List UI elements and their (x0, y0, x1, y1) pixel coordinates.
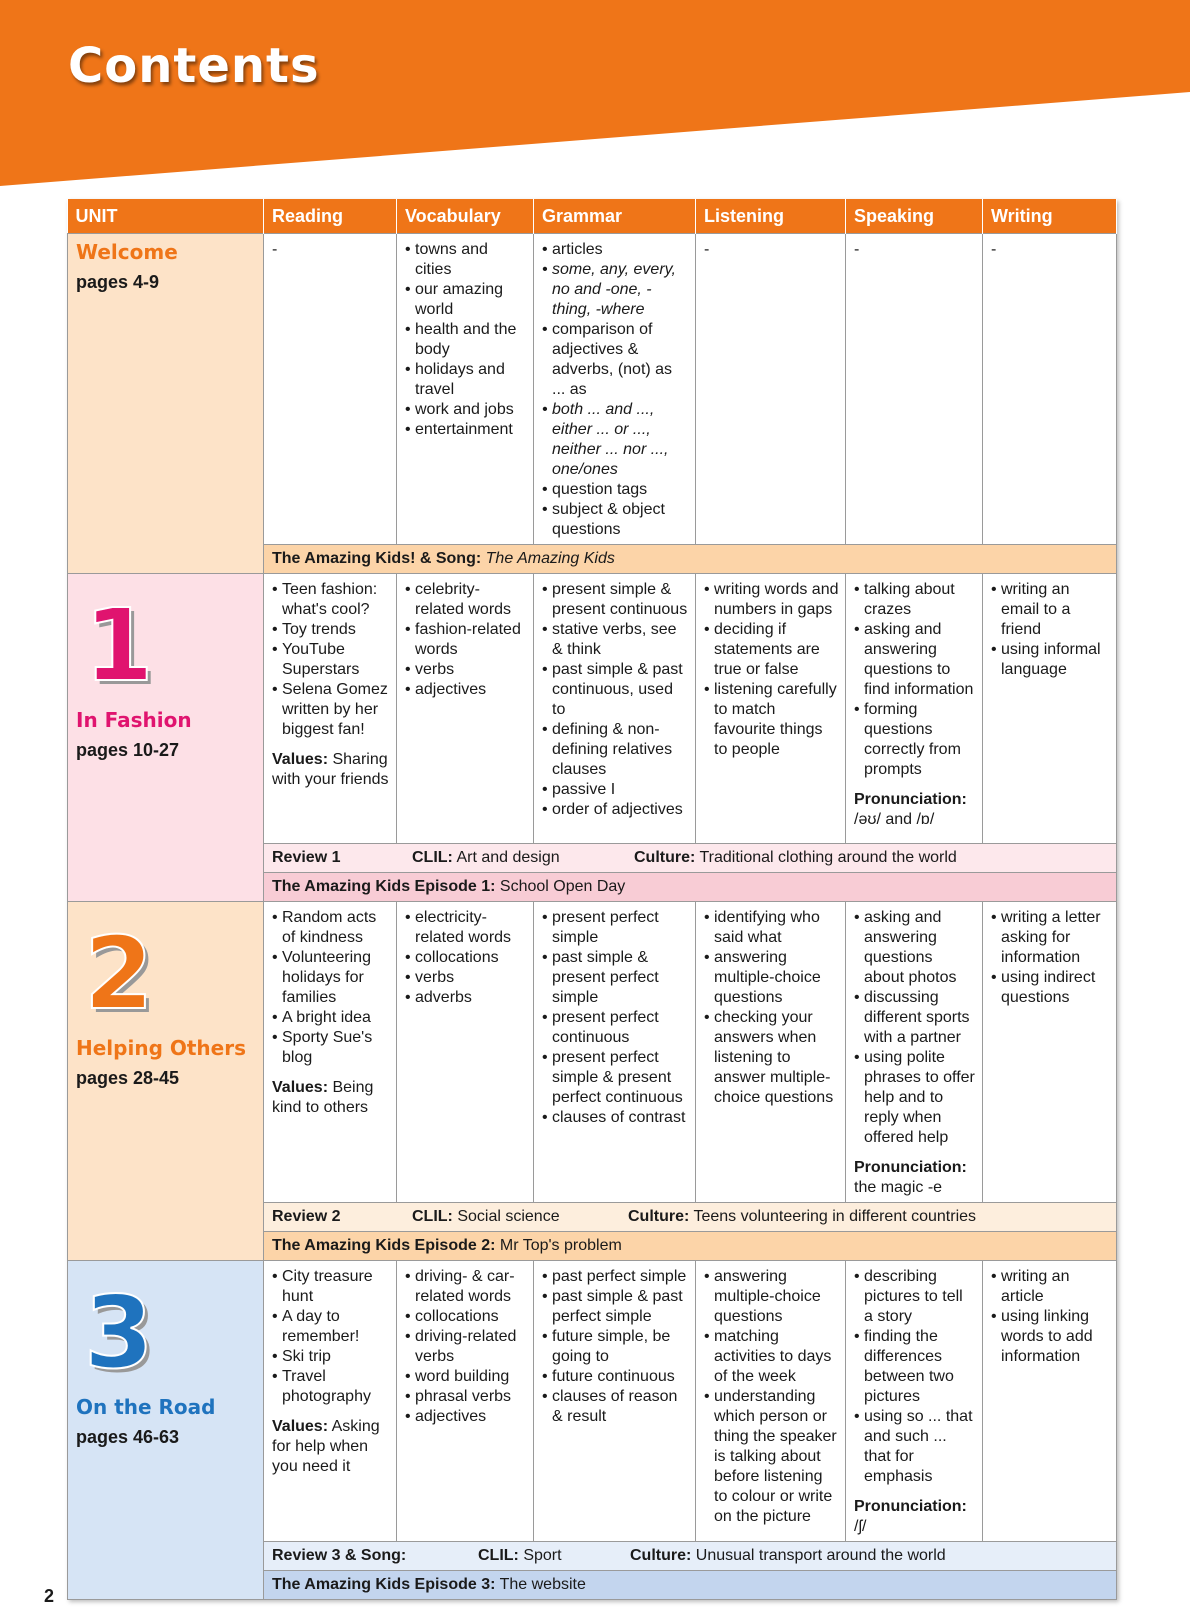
list-item: • future continuous (542, 1367, 689, 1387)
list-item: • using polite phrases to offer help and to reply when offered help (854, 1048, 976, 1148)
unit-2-number: 2 (84, 915, 154, 1032)
unit-welcome-name: Welcome (76, 240, 178, 264)
page-number: 2 (44, 1586, 55, 1606)
list-item: • listening carefully to match favourite things to people (704, 680, 839, 760)
list-item: • verbs (405, 968, 527, 988)
unit-3-name: On the Road (76, 1395, 216, 1419)
unit2-row (68, 902, 1117, 1203)
list-item: • checking your answers when listening to answer multiple-choice questions (704, 1008, 839, 1108)
list-item: • stative verbs, see & think (542, 620, 689, 660)
unit2-listening (696, 902, 846, 1203)
unit-welcome-pages: pages 4-9 (76, 272, 160, 292)
pronunciation-text: the magic -e (854, 1179, 943, 1196)
list-item: • order of adjectives (542, 800, 689, 820)
list-item: • finding the differences between two pictures (854, 1327, 976, 1407)
unit1-reading (264, 574, 397, 844)
list-item: • clauses of reason & result (542, 1387, 689, 1427)
list-item: • future simple, be going to (542, 1327, 689, 1367)
page-title: Contents (68, 38, 320, 94)
unit2-vocabulary (397, 902, 534, 1203)
list-item: • defining & non-defining relatives clauses (542, 720, 689, 780)
unit1-review (264, 844, 1117, 873)
list-item: • adjectives (405, 680, 527, 700)
unit2-pronunciation (854, 1158, 976, 1198)
list-item: • A bright idea (272, 1008, 390, 1028)
unit-3-number: 3 (84, 1274, 154, 1391)
unit3-row (68, 1261, 1117, 1542)
unit-1-pages: pages 10-27 (76, 740, 180, 760)
review-label: Review 1 (272, 849, 341, 866)
clil-label: CLIL: (412, 1208, 453, 1225)
review-label: Review 2 (272, 1208, 341, 1225)
unit1-episode (264, 873, 1117, 902)
list-item: • Sporty Sue's blog (272, 1028, 390, 1068)
list-item: • some, any, every, no and -one, -thing, -where (542, 260, 689, 320)
welcome-grammar (534, 234, 696, 545)
values-label: Values: (272, 1418, 329, 1435)
unit1-listening (696, 574, 846, 844)
list-item: • City treasure hunt (272, 1267, 390, 1307)
list-item: • writing a letter asking for information (991, 908, 1110, 968)
list-item: • identifying who said what (704, 908, 839, 948)
episode-label: The Amazing Kids Episode 1: (272, 878, 496, 895)
welcome-reading: - (264, 234, 397, 545)
unit3-values (272, 1417, 390, 1477)
welcome-speaking: - (846, 234, 983, 545)
unit3-reading (264, 1261, 397, 1542)
unit2-writing (983, 902, 1117, 1203)
header-grammar: Grammar (534, 199, 696, 234)
list-item: • collocations (405, 948, 527, 968)
list-item: • electricity-related words (405, 908, 527, 948)
unit1-pronunciation (854, 790, 976, 830)
list-item: • present perfect simple & present perfect continuous (542, 1048, 689, 1108)
episode-label: The Amazing Kids Episode 3: (272, 1576, 496, 1593)
unit3-writing (983, 1261, 1117, 1542)
list-item: • entertainment (405, 420, 527, 440)
welcome-song (264, 545, 1117, 574)
unit2-reading (264, 902, 397, 1203)
unit2-values (272, 1078, 390, 1118)
header-listening: Listening (696, 199, 846, 234)
list-item: • celebrity-related words (405, 580, 527, 620)
pronunciation-label: Pronunciation: (854, 791, 967, 808)
list-item: • past perfect simple (542, 1267, 689, 1287)
episode-value: School Open Day (499, 878, 626, 895)
list-item: • health and the body (405, 320, 527, 360)
pronunciation-label: Pronunciation: (854, 1498, 967, 1515)
clil-value: Art and design (456, 849, 560, 866)
list-item: • writing words and numbers in gaps (704, 580, 839, 620)
unit-2-pages: pages 28-45 (76, 1068, 180, 1088)
values-text: Asking for help when you need it (272, 1418, 380, 1475)
list-item: • clauses of contrast (542, 1108, 689, 1128)
culture-label: Culture: (630, 1547, 692, 1564)
unit2-speaking (846, 902, 983, 1203)
values-text: Being kind to others (272, 1079, 374, 1116)
clil-label: CLIL: (412, 849, 453, 866)
review-label: Review 3 & Song: (272, 1547, 407, 1564)
list-item: • adjectives (405, 1407, 527, 1427)
list-item: • asking and answering questions to find information (854, 620, 976, 700)
list-item: • writing an article (991, 1267, 1110, 1307)
list-item: • matching activities to days of the week (704, 1327, 839, 1387)
list-item: • articles (542, 240, 689, 260)
list-item: • answering multiple-choice questions (704, 948, 839, 1008)
unit-2-name: Helping Others (76, 1036, 246, 1060)
unit2-grammar (534, 902, 696, 1203)
list-item: • using linking words to add information (991, 1307, 1110, 1367)
list-item: • verbs (405, 660, 527, 680)
unit1-speaking (846, 574, 983, 844)
culture-value: Unusual transport around the world (695, 1547, 946, 1564)
culture-value: Traditional clothing around the world (699, 849, 957, 866)
culture-label: Culture: (628, 1208, 690, 1225)
unit-1-number: 1 (84, 587, 154, 704)
welcome-listening: - (696, 234, 846, 545)
episode-value: Mr Top's problem (499, 1237, 622, 1254)
list-item: • comparison of adjectives & adverbs, (not) as ... as (542, 320, 689, 400)
list-item: • using indirect questions (991, 968, 1110, 1008)
unit3-speaking (846, 1261, 983, 1542)
list-item: • both ... and ..., either ... or ..., neither ... nor ..., one/ones (542, 400, 689, 480)
values-text: Sharing with your friends (272, 751, 389, 788)
unit3-listening (696, 1261, 846, 1542)
list-item: • talking about crazes (854, 580, 976, 620)
list-item: • past simple & past perfect simple (542, 1287, 689, 1327)
welcome-song-value: The Amazing Kids (485, 550, 615, 567)
unit3-pronunciation (854, 1497, 976, 1537)
list-item: • Teen fashion: what's cool? (272, 580, 390, 620)
header-row (68, 199, 1117, 234)
list-item: • fashion-related words (405, 620, 527, 660)
clil-value: Social science (457, 1208, 560, 1225)
clil-label: CLIL: (478, 1547, 519, 1564)
list-item: • holidays and travel (405, 360, 527, 400)
list-item: • past simple & past continuous, used to (542, 660, 689, 720)
unit-1-name: In Fashion (76, 708, 192, 732)
list-item: • adverbs (405, 988, 527, 1008)
episode-value: The website (499, 1576, 586, 1593)
header-banner (0, 0, 1190, 190)
contents-table (67, 199, 1117, 1600)
list-item: • Random acts of kindness (272, 908, 390, 948)
welcome-row (68, 234, 1117, 545)
pronunciation-text: /əʊ/ and /ɒ/ (854, 811, 935, 828)
list-item: • our amazing world (405, 280, 527, 320)
unit1-row (68, 574, 1117, 844)
list-item: • A day to remember! (272, 1307, 390, 1347)
list-item: • Volunteering holidays for families (272, 948, 390, 1008)
list-item: • collocations (405, 1307, 527, 1327)
list-item: • past simple & present perfect simple (542, 948, 689, 1008)
unit-2-cell (68, 902, 264, 1261)
list-item: • towns and cities (405, 240, 527, 280)
welcome-song-label: The Amazing Kids! & Song: (272, 550, 482, 567)
unit2-episode (264, 1232, 1117, 1261)
unit3-vocabulary (397, 1261, 534, 1542)
list-item: • passive I (542, 780, 689, 800)
unit-3-cell (68, 1261, 264, 1600)
clil-value: Sport (523, 1547, 562, 1564)
pronunciation-label: Pronunciation: (854, 1159, 967, 1176)
list-item: • Toy trends (272, 620, 390, 640)
list-item: • answering multiple-choice questions (704, 1267, 839, 1327)
header-vocabulary: Vocabulary (397, 199, 534, 234)
header-writing: Writing (983, 199, 1117, 234)
unit1-values (272, 750, 390, 790)
list-item: • Selena Gomez written by her biggest fan! (272, 680, 390, 740)
list-item: • deciding if statements are true or false (704, 620, 839, 680)
list-item: • understanding which person or thing the speaker is talking about before listening to colour or write on the picture (704, 1387, 839, 1527)
list-item: • using so ... that and such ... that for emphasis (854, 1407, 976, 1487)
list-item: • writing an email to a friend (991, 580, 1110, 640)
list-item: • word building (405, 1367, 527, 1387)
list-item: • Travel photography (272, 1367, 390, 1407)
list-item: • using informal language (991, 640, 1110, 680)
episode-label: The Amazing Kids Episode 2: (272, 1237, 496, 1254)
list-item: • YouTube Superstars (272, 640, 390, 680)
unit-3-pages: pages 46-63 (76, 1427, 180, 1447)
welcome-writing: - (983, 234, 1117, 545)
unit1-vocabulary (397, 574, 534, 844)
unit3-episode (264, 1571, 1117, 1600)
list-item: • driving-related verbs (405, 1327, 527, 1367)
unit1-writing (983, 574, 1117, 844)
unit-1-cell (68, 574, 264, 902)
list-item: • driving- & car-related words (405, 1267, 527, 1307)
unit3-grammar (534, 1261, 696, 1542)
list-item: • present perfect continuous (542, 1008, 689, 1048)
welcome-vocabulary (397, 234, 534, 545)
pronunciation-text: /ʃ/ (854, 1518, 867, 1535)
unit1-grammar (534, 574, 696, 844)
list-item: • subject & object questions (542, 500, 689, 540)
list-item: • asking and answering questions about photos (854, 908, 976, 988)
values-label: Values: (272, 751, 329, 768)
unit-welcome-cell (68, 234, 264, 574)
list-item: • describing pictures to tell a story (854, 1267, 976, 1327)
list-item: • phrasal verbs (405, 1387, 527, 1407)
list-item: • present perfect simple (542, 908, 689, 948)
header-unit: UNIT (68, 199, 264, 234)
list-item: • work and jobs (405, 400, 527, 420)
list-item: • discussing different sports with a partner (854, 988, 976, 1048)
values-label: Values: (272, 1079, 329, 1096)
list-item: • question tags (542, 480, 689, 500)
unit3-review (264, 1542, 1117, 1571)
list-item: • present simple & present continuous (542, 580, 689, 620)
culture-label: Culture: (634, 849, 696, 866)
list-item: • forming questions correctly from prompts (854, 700, 976, 780)
culture-value: Teens volunteering in different countries (693, 1208, 977, 1225)
unit2-review (264, 1203, 1117, 1232)
list-item: • Ski trip (272, 1347, 390, 1367)
header-reading: Reading (264, 199, 397, 234)
header-speaking: Speaking (846, 199, 983, 234)
